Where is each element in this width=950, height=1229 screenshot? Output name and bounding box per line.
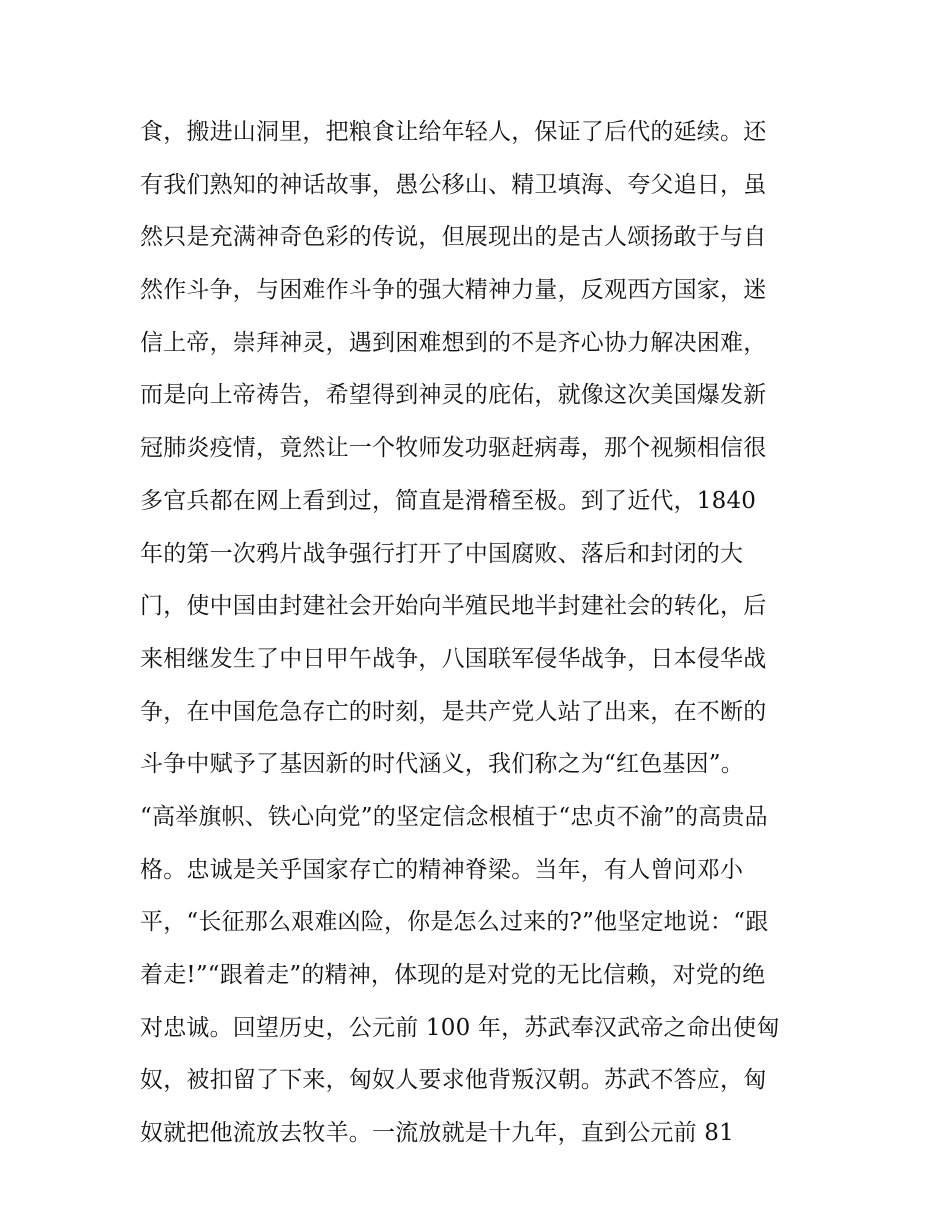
- text-line: 年的第一次鸦片战争强行打开了中国腐败、落后和封闭的大: [140, 540, 744, 567]
- text-line: 冠肺炎疫情，竟然让一个牧师发功驱赶病毒，那个视频相信很: [140, 435, 767, 462]
- text-line: 然只是充满神奇色彩的传说，但展现出的是古人颂扬敢于与自: [140, 224, 767, 251]
- text-line: 奴就把他流放去牧羊。一流放就是十九年，直到公元前 81: [140, 1120, 734, 1147]
- text-line: 食，搬进山洞里，把粮食让给年轻人，保证了后代的延续。还: [140, 119, 767, 145]
- text-line: 平，“长征那么艰难凶险，你是怎么过来的?”他坚定地说：“跟: [140, 909, 769, 936]
- text-line: 斗争中赋予了基因新的时代涵义，我们称之为“红色基因”。: [140, 751, 744, 778]
- text-line: 多官兵都在网上看到过，简直是滑稽至极。到了近代，1840: [140, 487, 757, 514]
- text-line: 奴，被扣留了下来，匈奴人要求他背叛汉朝。苏武不答应，匈: [140, 1067, 767, 1094]
- text-line: 来相继发生了中日甲午战争，八国联军侵华战争，日本侵华战: [140, 645, 767, 672]
- text-line: 着走!”“跟着走”的精神，体现的是对党的无比信赖，对党的绝: [140, 962, 766, 988]
- text-line: 而是向上帝祷告，希望得到神灵的庇佑，就像这次美国爆发新: [140, 382, 767, 409]
- text-line: 然作斗争，与困难作斗争的强大精神力量，反观西方国家，迷: [140, 277, 767, 304]
- text-line: 格。忠诚是关乎国家存亡的精神脊梁。当年，有人曾问邓小: [140, 856, 744, 883]
- text-line: 有我们熟知的神话故事，愚公移山、精卫填海、夸父追日，虽: [140, 171, 767, 198]
- text-line: 信上帝，崇拜神灵，遇到困难想到的不是齐心协力解决困难，: [140, 329, 767, 356]
- body-text: [140, 106, 820, 1160]
- text-line: 争，在中国危急存亡的时刻，是共产党人站了出来，在不断的: [140, 698, 767, 725]
- text-line: “高举旗帜、铁心向党”的坚定信念根植于“忠贞不渝”的高贵品: [140, 803, 768, 830]
- text-line: 门，使中国由封建社会开始向半殖民地半封建社会的转化，后: [140, 593, 767, 620]
- text-line: 对忠诚。回望历史，公元前 100 年，苏武奉汉武帝之命出使匈: [140, 1014, 780, 1041]
